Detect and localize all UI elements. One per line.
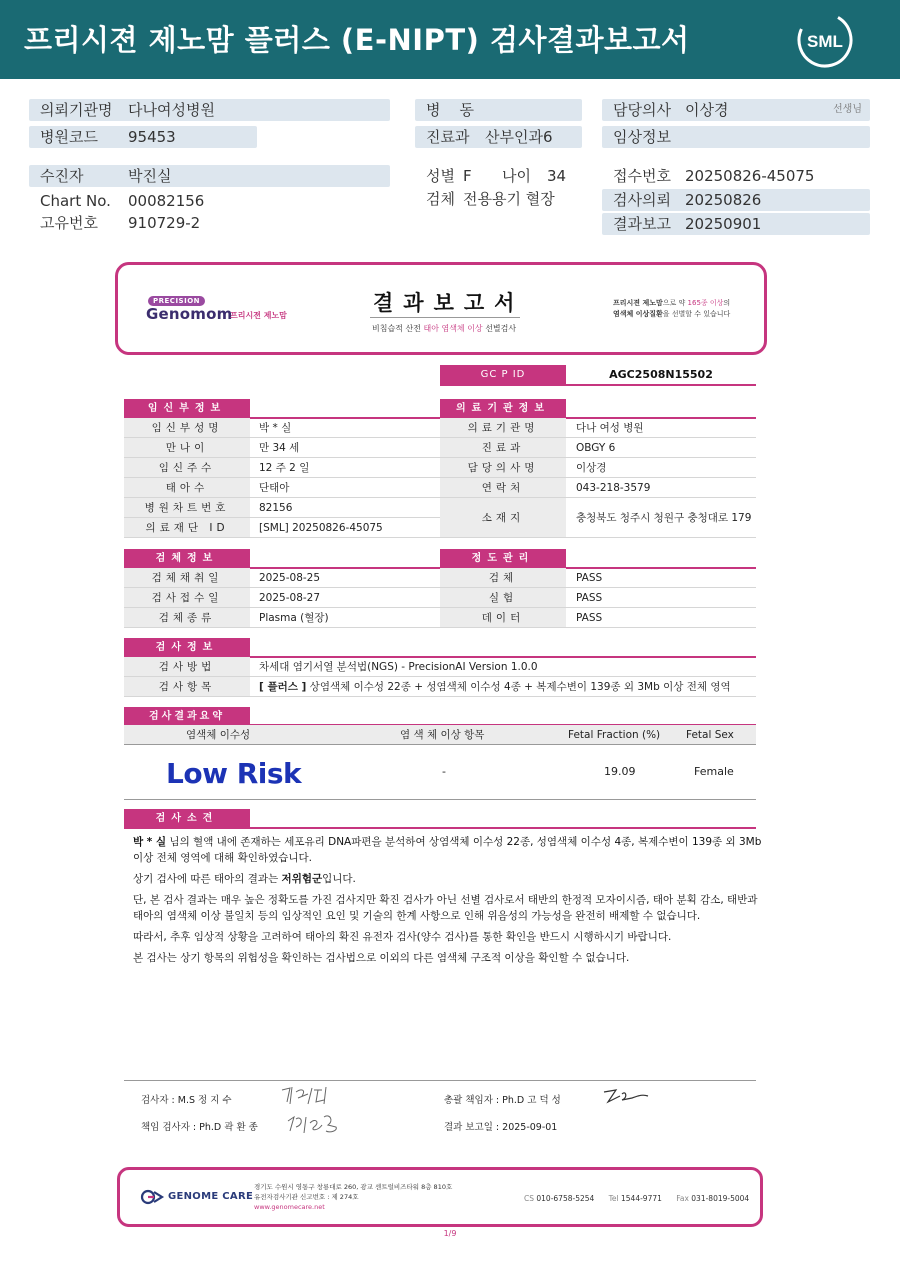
info-row xyxy=(440,608,756,628)
dept-label: 진료과 xyxy=(426,128,470,146)
risk-result: Low Risk xyxy=(166,757,302,790)
field-patient-name xyxy=(29,165,390,187)
cs-label: CS xyxy=(524,1194,534,1203)
info-key: 병원차트번호 xyxy=(124,498,250,517)
sex-label: 성별 xyxy=(426,167,455,185)
section-qc-info: 정도관리 xyxy=(440,549,566,568)
test-items-value xyxy=(259,677,731,697)
specimen-value: 전용용기 혈장 xyxy=(463,190,555,208)
info-row xyxy=(124,458,440,478)
section-institution-info: 의료기관정보 xyxy=(440,399,566,418)
footer-frame xyxy=(117,1167,763,1227)
hospital-code-label: 병원코드 xyxy=(40,128,98,146)
age-label: 나이 xyxy=(502,167,531,185)
info-row xyxy=(440,438,756,458)
field-report-date xyxy=(602,213,870,235)
info-key: 검체종류 xyxy=(124,608,250,627)
website-link[interactable]: www.genomecare.net xyxy=(254,1203,325,1211)
info-key: 검체 xyxy=(440,568,566,587)
field-doctor xyxy=(602,99,870,121)
precision-badge: PRECISION xyxy=(148,296,205,306)
info-row xyxy=(124,498,440,518)
comment-low-risk: 저위험군 xyxy=(281,873,323,885)
info-value: 12 주 2 일 xyxy=(259,462,310,474)
info-value: 이상경 xyxy=(576,462,607,474)
dept-value: 산부인과6 xyxy=(485,128,553,146)
section-specimen-info: 검체정보 xyxy=(124,549,250,568)
sml-logo-icon xyxy=(796,11,854,69)
info-key: 실험 xyxy=(440,588,566,607)
genomom-brand-sub: 프리시젼 제노맘 xyxy=(230,311,287,320)
field-dept xyxy=(415,126,582,148)
field-receipt-no xyxy=(602,165,870,187)
tagline-count: 165종 이상 xyxy=(687,299,724,307)
info-key: 데이터 xyxy=(440,608,566,627)
fax-label: Fax xyxy=(676,1194,689,1203)
summary-col-ff: Fetal Fraction (%) xyxy=(568,729,661,741)
subtitle-pre: 비침습적 산전 xyxy=(372,324,424,333)
test-items-text: 상염색체 이수성 22종 + 성염색체 이수성 4종 + 복제수변이 139종 외 3Mb 이상 전체 영역 xyxy=(306,681,731,693)
info-key: 검사접수일 xyxy=(124,588,250,607)
abnormal-items-value: - xyxy=(442,765,446,778)
comment-paragraph xyxy=(133,834,763,866)
comment-text-2-post: 입니다. xyxy=(322,873,356,885)
title-underline xyxy=(370,317,520,318)
section-summary: 검사결과요약 xyxy=(124,707,250,726)
info-key: 만나이 xyxy=(124,438,250,457)
field-sex-age xyxy=(415,165,595,187)
tagline-end: 의 xyxy=(723,299,731,307)
sml-logo-text: SML xyxy=(807,32,843,51)
fax-number: 031-8019-5004 xyxy=(691,1194,750,1203)
info-value: 82156 xyxy=(259,502,293,514)
comment-paragraph xyxy=(133,871,763,887)
info-key: 진료과 xyxy=(440,438,566,457)
info-row xyxy=(124,478,440,498)
genomom-brand: Genomom xyxy=(146,305,233,323)
field-specimen xyxy=(415,188,595,210)
receipt-no-value: 20250826-45075 xyxy=(685,167,815,185)
info-row xyxy=(440,568,756,588)
tagline-mid: 으로 약 xyxy=(662,299,688,307)
info-value: 박 * 실 xyxy=(259,422,292,434)
info-key: 연락처 xyxy=(440,478,566,497)
info-value: 다나 여성 병원 xyxy=(576,422,644,434)
info-value: 충청북도 청주시 청원구 충청대로 179 xyxy=(576,512,752,524)
request-date-label: 검사의뢰 xyxy=(613,191,671,209)
info-value: 2025-08-25 xyxy=(259,572,321,584)
address-line: 경기도 수원시 영통구 창룡대로 260, 광교 센트럴비즈타워 8층 810호 xyxy=(254,1183,453,1191)
info-key: 소재지 xyxy=(440,498,566,537)
report-tagline xyxy=(613,298,730,320)
comment-paragraph: 따라서, 추후 임상적 상황을 고려하여 태아의 확진 유전자 검사(양수 검사)를 통한 확인을 반드시 시행하시기 바랍니다. xyxy=(133,931,672,943)
field-request-date xyxy=(602,189,870,211)
chart-no-label: Chart No. xyxy=(40,192,111,210)
age-value: 34 xyxy=(547,167,567,185)
sex-value: F xyxy=(463,167,472,185)
request-date-value: 20250826 xyxy=(685,191,762,209)
final-report-date-label: 결과 보고일 : 2025-09-01 xyxy=(444,1122,558,1133)
info-row xyxy=(440,458,756,478)
info-key: 담당의사명 xyxy=(440,458,566,477)
comment-text-1: 님의 혈액 내에 존재하는 세포유리 DNA파편을 분석하여 상염색체 이수성 22종, 성염색체 이수성 4종, 복제수변이 139종 외 3Mb 이상 전체 영역에 대해 확인하였습니다. xyxy=(133,836,762,864)
info-row xyxy=(124,518,440,538)
institution-label: 의뢰기관명 xyxy=(40,101,113,119)
result-report-title: 결과보고서 xyxy=(373,291,525,315)
director-signature-icon xyxy=(602,1086,650,1106)
doctor-suffix: 선생님 xyxy=(833,104,862,115)
comments-block xyxy=(133,834,763,971)
registration-line: 유전자검사기관 신고번호 : 제 274호 xyxy=(254,1193,359,1201)
field-id-no xyxy=(29,212,390,234)
info-value: [SML] 20250826-45075 xyxy=(259,522,383,534)
patient-name-value: 박진실 xyxy=(128,167,172,185)
info-value: 단태아 xyxy=(259,482,290,494)
page-number: 1/9 xyxy=(443,1229,457,1238)
clinical-label: 임상정보 xyxy=(613,128,671,146)
genome-care-name: GENOME CARE xyxy=(168,1191,254,1202)
gc-pid-line xyxy=(440,384,756,386)
summary-col-sex: Fetal Sex xyxy=(686,729,734,741)
institution-value: 다나여성병원 xyxy=(128,101,215,119)
field-ward xyxy=(415,99,582,121)
info-key: 임신주수 xyxy=(124,458,250,477)
info-value: PASS xyxy=(576,592,603,604)
footer-contacts xyxy=(524,1194,749,1203)
field-chart-no xyxy=(29,190,390,212)
comment-paragraph: 본 검사는 상기 항목의 위험성을 확인하는 검사법으로 이외의 다른 염색체 구조적 이상을 확인할 수 없습니다. xyxy=(133,952,630,964)
info-row xyxy=(440,478,756,498)
field-hospital-code xyxy=(29,126,257,148)
info-value: OBGY 6 xyxy=(576,442,616,454)
test-method-row xyxy=(124,657,756,677)
info-row xyxy=(124,608,440,628)
info-row xyxy=(124,568,440,588)
doctor-label: 담당의사 xyxy=(613,101,671,119)
info-key: 임신부성명 xyxy=(124,418,250,437)
info-row xyxy=(440,588,756,608)
info-key: 검체채취일 xyxy=(124,568,250,587)
report-header-frame xyxy=(115,262,767,355)
field-clinical xyxy=(602,126,870,148)
section-line xyxy=(124,827,756,829)
tagline-brand: 프리시젼 제노맘 xyxy=(613,299,663,307)
info-value: 2025-08-27 xyxy=(259,592,321,604)
comment-paragraph: 단, 본 검사 결과는 매우 높은 정확도를 가진 검사지만 확진 검사가 아닌 선별 검사로서 태반의 한정적 모자이시즘, 태아 분획 감소, 태반과 태아의 염색체 이상 불일치 등의 임상적인 요인 및 기술의 한계 사항으로 인해 위음성의 가능성을 완전히 배제할 수 없습니다. xyxy=(133,894,758,922)
tester-label: 검사자 : M.S 정 지 수 xyxy=(141,1095,232,1106)
section-test-info: 검사정보 xyxy=(124,638,250,657)
patient-name-label: 수진자 xyxy=(40,167,84,185)
report-header-bar xyxy=(0,0,900,79)
tagline-disease: 염색체 이상질환 xyxy=(613,310,663,318)
test-method-key: 검사방법 xyxy=(124,657,250,676)
tester-signature-icon xyxy=(278,1084,334,1108)
info-value: PASS xyxy=(576,572,603,584)
summary-col-aneuploidy: 염색체 이수성 xyxy=(186,729,251,741)
info-value: 043-218-3579 xyxy=(576,482,651,494)
field-institution xyxy=(29,99,390,121)
gc-pid-label: GC P ID xyxy=(440,365,566,384)
summary-col-abnormal: 염 색 체 이상 항목 xyxy=(400,729,485,741)
gc-pid-value: AGC2508N15502 xyxy=(609,368,713,381)
fetal-sex-value: Female xyxy=(694,765,734,778)
info-row xyxy=(124,418,440,438)
responsible-signature-icon xyxy=(284,1111,344,1137)
test-items-plus: [ 플러스 ] xyxy=(259,681,307,693)
hospital-code-value: 95453 xyxy=(128,128,176,146)
chart-no-value: 00082156 xyxy=(128,192,205,210)
receipt-no-label: 접수번호 xyxy=(613,167,671,185)
section-comments: 검사소견 xyxy=(124,809,250,828)
subtitle-highlight: 태아 염색체 이상 xyxy=(423,324,483,333)
test-items-key: 검사항목 xyxy=(124,677,250,696)
comment-text-2-pre: 상기 검사에 따른 태아의 결과는 xyxy=(133,873,282,885)
responsible-tester-label: 책임 검사자 : Ph.D 곽 환 종 xyxy=(141,1122,258,1133)
info-value: 만 34 세 xyxy=(259,442,300,454)
tel-number: 1544-9771 xyxy=(621,1194,662,1203)
genome-care-logo-icon xyxy=(140,1189,166,1205)
test-items-row xyxy=(124,677,756,697)
info-row xyxy=(124,588,440,608)
tel-label: Tel xyxy=(608,1194,619,1203)
signature-divider xyxy=(124,1080,756,1081)
test-method-value: 차세대 염기서열 분석법(NGS) - PrecisionAI Version 1.0.0 xyxy=(259,661,538,673)
info-key: 의료재단 ID xyxy=(124,518,250,537)
tagline-end2: 을 선별할 수 있습니다 xyxy=(662,310,731,318)
info-row xyxy=(440,498,756,538)
report-subtitle xyxy=(372,323,516,334)
summary-header-row xyxy=(124,725,756,745)
info-key: 의료기관명 xyxy=(440,418,566,437)
info-row xyxy=(440,418,756,438)
director-label: 총괄 책임자 : Ph.D 고 덕 성 xyxy=(444,1095,561,1106)
info-value: Plasma (혈장) xyxy=(259,612,329,624)
section-pregnant-info: 임신부정보 xyxy=(124,399,250,418)
doctor-value: 이상경 xyxy=(685,101,729,119)
summary-result-row xyxy=(124,745,756,800)
report-date-label: 결과보고 xyxy=(613,215,671,233)
info-row xyxy=(124,438,440,458)
report-title: 프리시젼 제노맘 플러스 (E-NIPT) 검사결과보고서 xyxy=(24,23,690,57)
ward-label: 병 동 xyxy=(426,101,475,119)
id-no-value: 910729-2 xyxy=(128,214,201,232)
info-value: PASS xyxy=(576,612,603,624)
id-no-label: 고유번호 xyxy=(40,214,98,232)
info-key: 태아수 xyxy=(124,478,250,497)
fetal-fraction-value: 19.09 xyxy=(604,765,636,778)
report-date-value: 20250901 xyxy=(685,215,762,233)
subtitle-post: 선별검사 xyxy=(482,324,517,333)
specimen-label: 검체 xyxy=(426,190,455,208)
cs-number: 010-6758-5254 xyxy=(536,1194,595,1203)
comment-patient-name: 박 * 실 xyxy=(133,836,167,848)
footer-address xyxy=(254,1182,452,1212)
